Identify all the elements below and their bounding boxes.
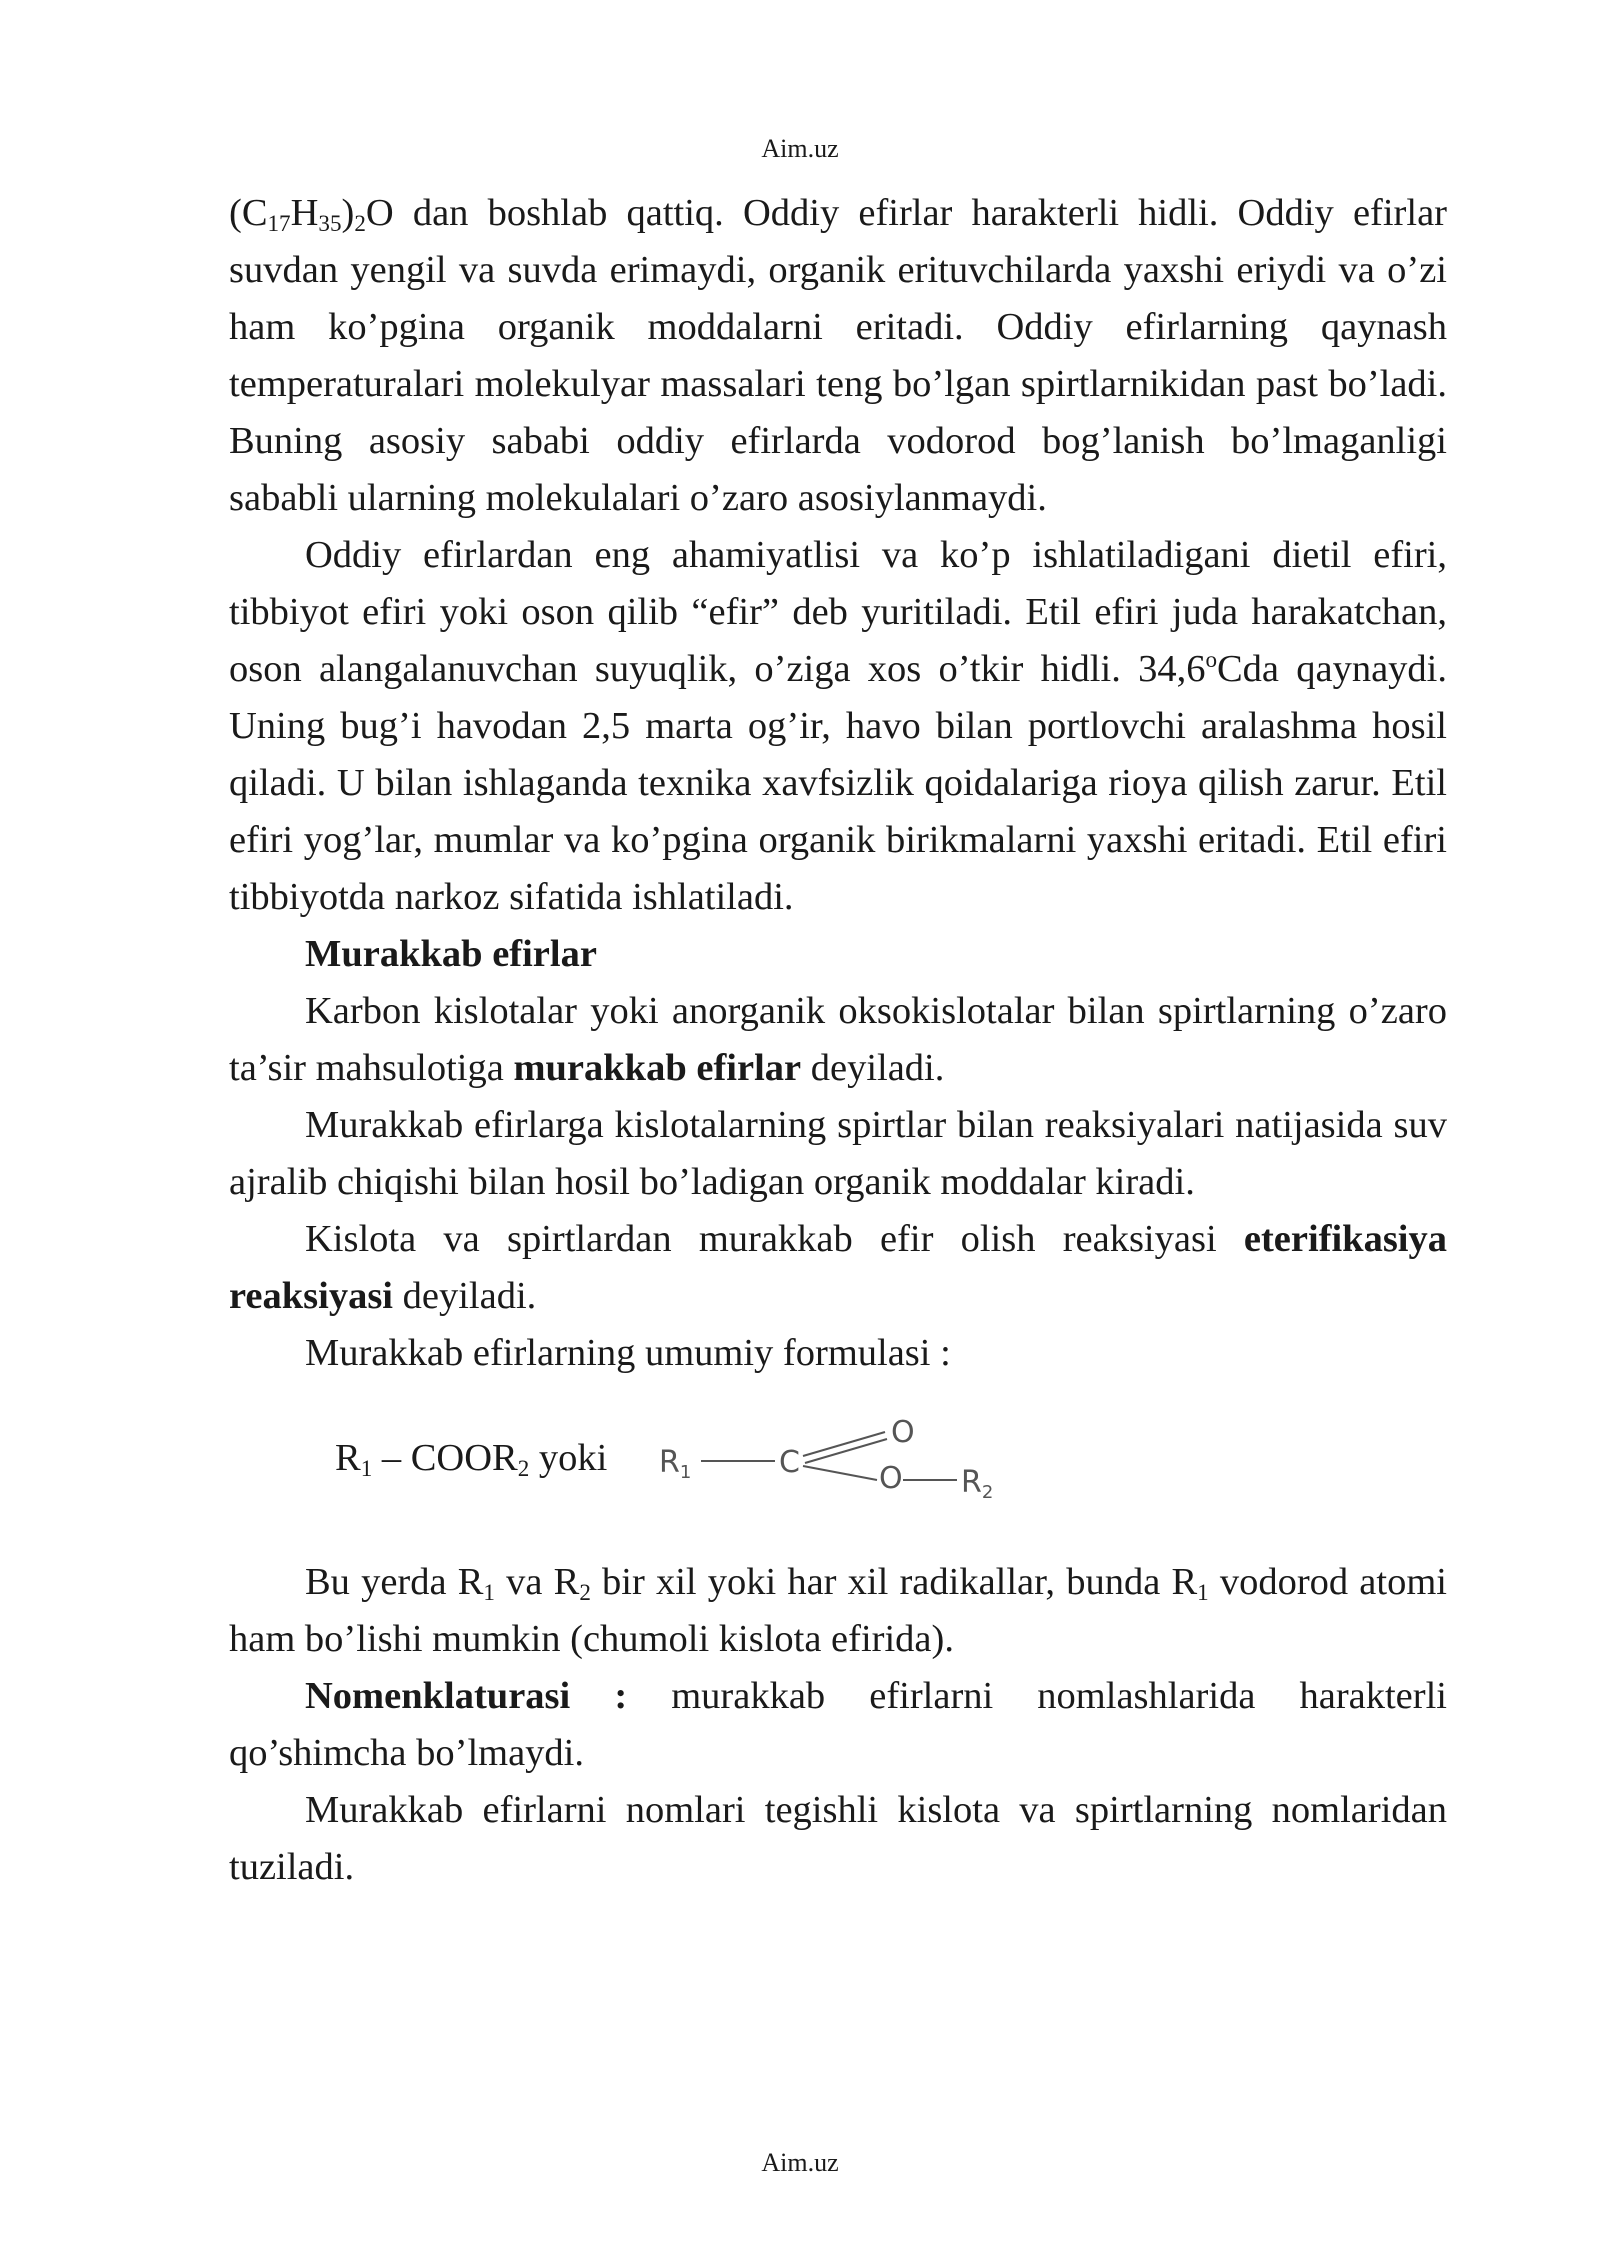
- page-content: [229, 185, 1447, 1896]
- paragraph-ester-formation: Murakkab efirlarga kislotalarning spirtlar bilan reaksiyalari natijasida suv ajralib chiqishi bilan hosil bo’ladigan organik moddalar kiradi.: [229, 1104, 1447, 1203]
- paragraph-ester-definition: Karbon kislotalar yoki anorganik oksokislotalar bilan spirtlarning o’zaro ta’sir mahsulotiga murakkab efirlar deyiladi.: [229, 990, 1447, 1089]
- page-header: Aim.uz: [761, 134, 839, 163]
- paragraph-diethyl-ether: Oddiy efirlardan eng ahamiyatlisi va ko’p ishlatiladigani dietil efiri, tibbiyot efiri yoki oson qilib “efir” deb yuritiladi. Etil efiri juda harakatchan, oson alangalanuvchan suyuqlik, o’ziga xos o’tkir hidli. 34,6$^o$Cda qaynaydi. Uning bug’i havodan 2,5 marta og’ir, havo bilan portlovchi aralashma hosil qiladi. U bilan ishlaganda texnika xavfsizlik qoidalariga rioya qilish zarur. Etil efiri yog’lar, mumlar va ko’pgina organik birikmalarni yaxshi eritadi. Etil efiri tibbiyotda narkoz sifatida ishlatiladi.: [229, 534, 1448, 918]
- structure-oxygen-double: O: [891, 1415, 915, 1450]
- paragraph-esterification: Kislota va spirtlardan murakkab efir olish reaksiyasi eterifikasiya reaksiyasi deyiladi.: [229, 1218, 1447, 1317]
- paragraph-ether-properties: $(C_{17}H_{35})_2O$ dan boshlab qattiq. Oddiy efirlar harakterli hidli. Oddiy efirlar suvdan yengil va suvda erimaydi, organik erituvchilarda yaxshi eriydi va o’zi ham ko’pgina organik moddalarni eritadi. Oddiy efirlarning qaynash temperaturalari molekulyar massalari teng bo’lgan spirtlarnikidan past bo’ladi. Buning asosiy sababi oddiy efirlarda vodorod bog’lanish bo’lmaganligi sababli ularning molekulalari o’zaro asosiylanmaydi.: [229, 192, 1447, 519]
- general-formula: [229, 1400, 1447, 1520]
- ester-structure-diagram: [657, 1414, 1017, 1514]
- paragraph-radicals: Bu yerda $R_1$ va $R_2$ bir xil yoki har xil radikallar, bunda $R_1$ vodorod atomi ham bo’lishi mumkin (chumoli kislota efirida).: [229, 1561, 1447, 1660]
- formula-text: $R_1$ – $COOR_2$ yoki: [335, 1437, 608, 1481]
- page-footer: Aim.uz: [761, 2148, 839, 2177]
- structure-r1: $R_1$: [659, 1445, 692, 1483]
- section-heading: Murakkab efirlar: [305, 933, 597, 975]
- structure-oxygen-single: O: [879, 1461, 903, 1496]
- paragraph-nomenclature: Nomenklaturasi : murakkab efirlarni nomlashlarida harakterli qo’shimcha bo’lmaydi.: [229, 1675, 1447, 1774]
- paragraph-general-formula: Murakkab efirlarning umumiy formulasi :: [305, 1332, 951, 1374]
- structure-bonds: [701, 1432, 957, 1480]
- structure-r2: $R_2$: [961, 1465, 994, 1503]
- structure-carbon: C: [779, 1445, 800, 1480]
- paragraph-naming: Murakkab efirlarni nomlari tegishli kislota va spirtlarning nomlaridan tuziladi.: [229, 1789, 1447, 1888]
